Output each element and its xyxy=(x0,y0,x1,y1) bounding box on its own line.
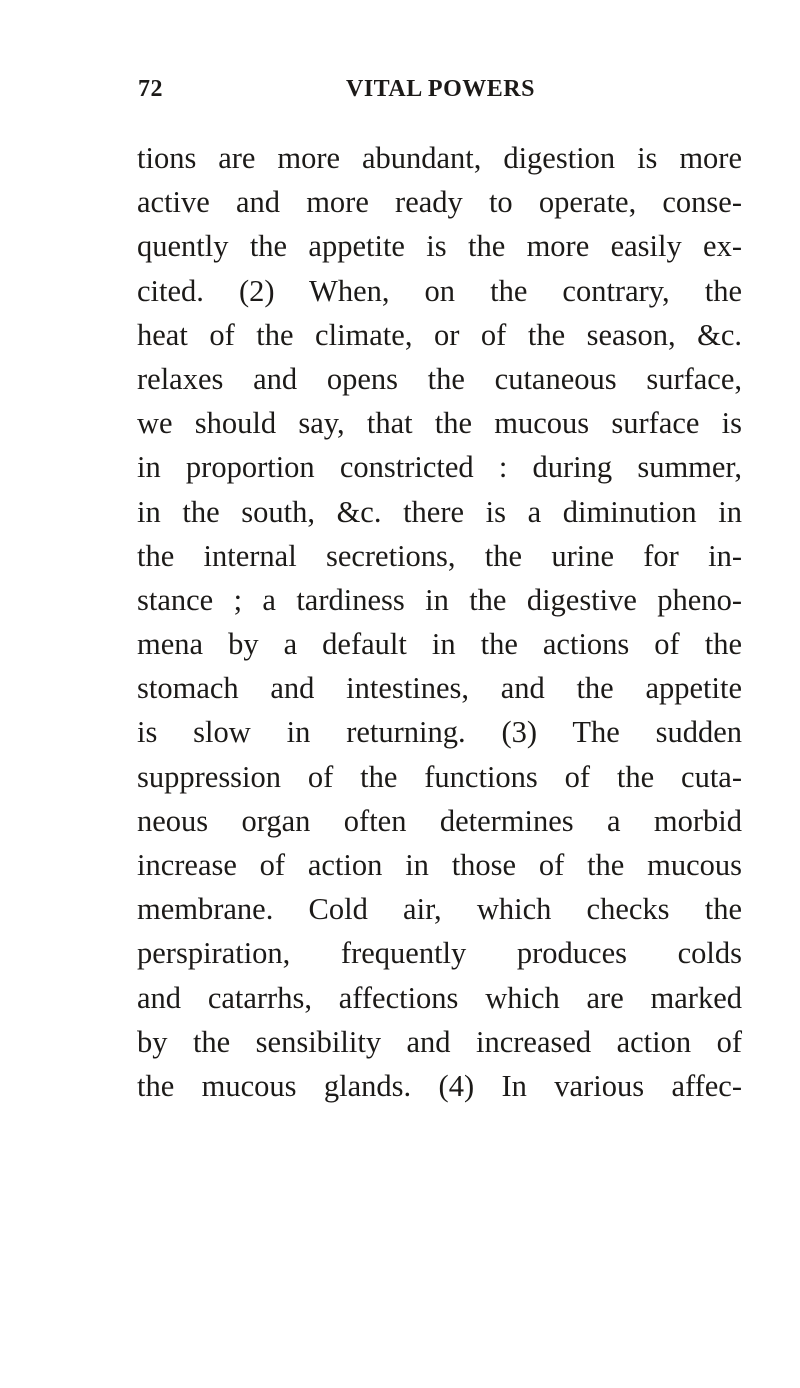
text-line: cited. (2) When, on the contrary, the xyxy=(137,273,742,308)
running-title: VITAL POWERS xyxy=(346,76,535,102)
text-line: stomach and intestines, and the appetite xyxy=(137,671,742,706)
text-line: tions are more abundant, digestion is more xyxy=(137,141,742,175)
text-line: neous organ often determines a morbid xyxy=(137,803,742,838)
page-number: 72 xyxy=(138,76,163,102)
text-line: heat of the climate, or of the season, &c. xyxy=(137,317,742,352)
text-line: the internal secretions, the urine for in- xyxy=(137,538,742,573)
text-line: by the sensibility and increased action of xyxy=(137,1024,742,1059)
text-line: active and more ready to operate, conse- xyxy=(137,185,742,220)
text-line: we should say, that the mucous surface is xyxy=(137,406,742,441)
text-line: increase of action in those of the mucous xyxy=(137,848,742,882)
text-line: the mucous glands. (4) In various affec- xyxy=(137,1068,742,1103)
text-line: quently the appetite is the more easily ex- xyxy=(137,229,742,264)
text-line: membrane. Cold air, which checks the xyxy=(137,892,742,927)
running-head xyxy=(138,76,740,116)
text-line: in the south, &c. there is a diminution in xyxy=(137,494,742,529)
text-line: is slow in returning. (3) The sudden xyxy=(137,715,742,750)
text-line: suppression of the functions of the cuta- xyxy=(137,759,742,794)
text-line: in proportion constricted : during summer, xyxy=(137,450,742,485)
text-line: mena by a default in the actions of the xyxy=(137,627,742,662)
text-line: relaxes and opens the cutaneous surface, xyxy=(137,361,742,396)
text-line: and catarrhs, affections which are marked xyxy=(137,980,742,1015)
text-line: perspiration, frequently produces colds xyxy=(137,936,742,971)
body-text xyxy=(137,136,742,1108)
text-line: stance ; a tardiness in the digestive pheno- xyxy=(137,582,742,617)
